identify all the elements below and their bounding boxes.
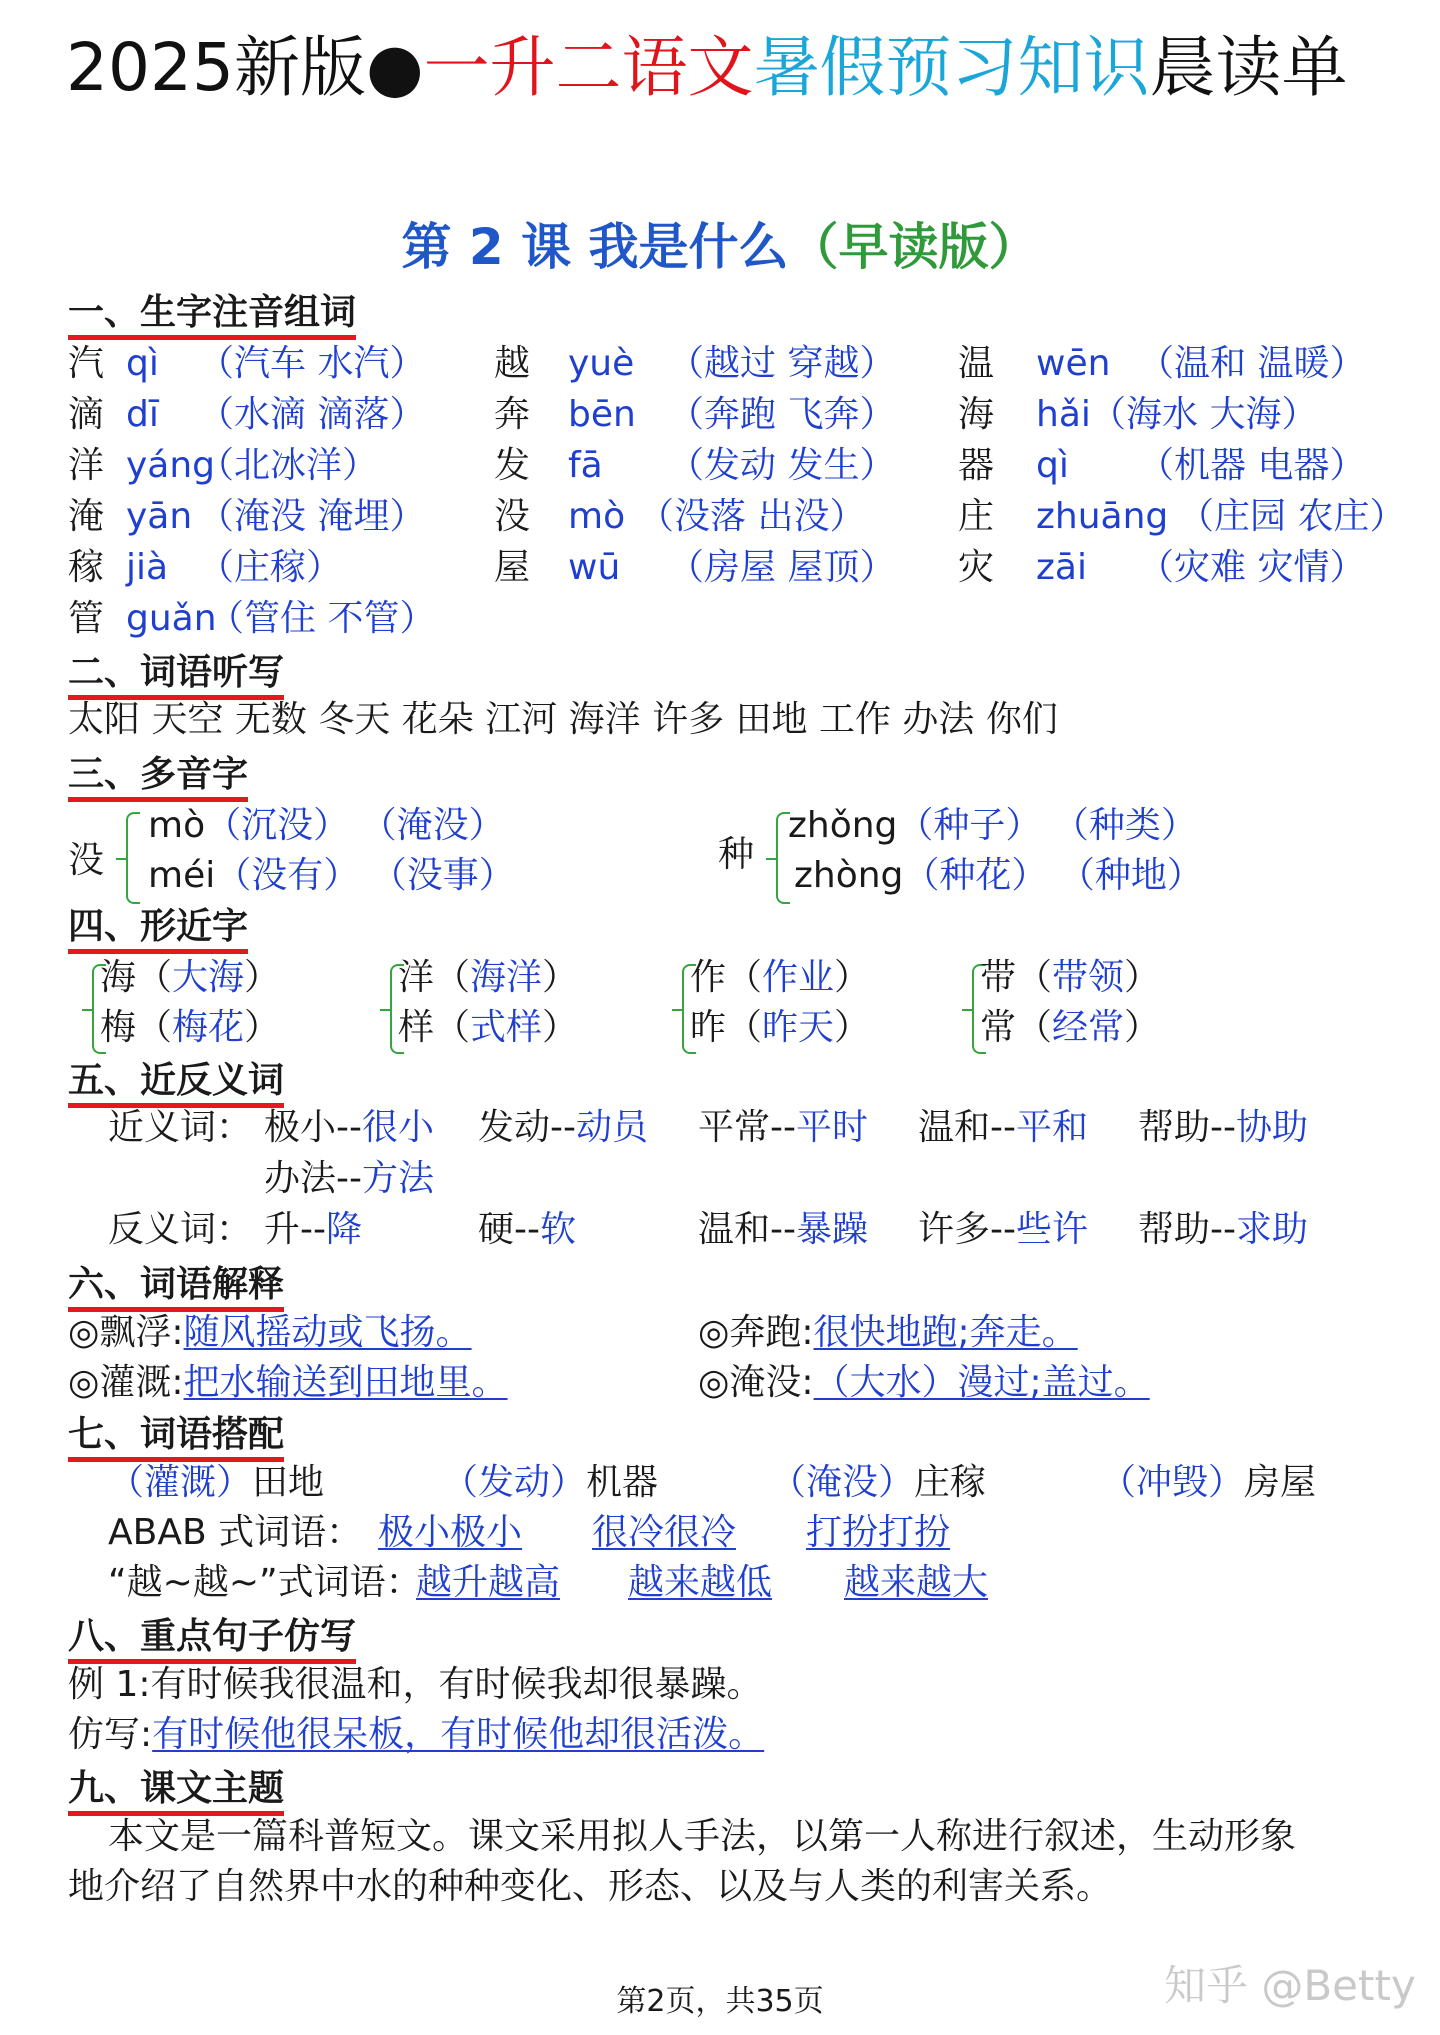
lesson-title-main: 第 2 课 我是什么 (401, 218, 789, 276)
word-group: （发动 发生） (668, 445, 896, 486)
pinyin: dī (126, 394, 159, 435)
abab-word: 打扮打扮 (806, 1512, 951, 1553)
char: 滴 (68, 394, 105, 435)
similar-char-item: 昨（昨天） (690, 1007, 871, 1048)
word-group: （温和 温暖） (1138, 343, 1366, 384)
section-1-title: 一、生字注音组词 (68, 290, 356, 340)
synonym-label: 近义词： (108, 1107, 253, 1148)
polyphone-line: zhòng（种花） （种地） (794, 855, 1203, 896)
section-6-title: 六、词语解释 (68, 1262, 284, 1312)
dictation-words: 太阳 天空 无数 冬天 花朵 江河 海洋 许多 田地 工作 办法 你们 (68, 699, 1058, 740)
section-7-title: 七、词语搭配 (68, 1412, 284, 1462)
similar-char-item: 样（式样） (398, 1007, 579, 1048)
abab-word: 极小极小 (378, 1512, 523, 1553)
char: 管 (68, 598, 105, 639)
polyphone-line: zhǒng（种子） （种类） (788, 805, 1197, 846)
yue-word: 越来越大 (844, 1562, 989, 1603)
collocation-pair: （灌溉）田地 (108, 1462, 325, 1503)
definition-item: ◎灌溉:把水输送到田地里。 (68, 1362, 508, 1403)
pinyin: bēn (568, 394, 636, 435)
antonym-label: 反义词： (108, 1209, 253, 1250)
similar-char-item: 海（大海） (100, 957, 281, 998)
word-group: （房屋 屋顶） (668, 547, 896, 588)
word-group: （北冰洋） (198, 445, 379, 486)
similar-char-item: 作（作业） (690, 957, 871, 998)
char: 越 (494, 343, 531, 384)
pinyin: zhuāng (1036, 496, 1169, 537)
banner-part-1: 2025新版● (66, 29, 424, 106)
char: 海 (958, 394, 995, 435)
char: 奔 (494, 394, 531, 435)
watermark: 知乎 @Betty (1164, 1961, 1416, 2010)
yue-word: 越来越低 (628, 1562, 773, 1603)
char: 屋 (494, 547, 531, 588)
definition-item: ◎淹没:（大水）漫过;盖过。 (698, 1362, 1150, 1403)
collocation-pair: （发动）机器 (442, 1462, 659, 1503)
word-group: （庄园 农庄） (1178, 496, 1406, 537)
word-group: （没落 出没） (638, 496, 866, 537)
section-9-title: 九、课文主题 (68, 1766, 284, 1816)
pinyin: guǎn (126, 598, 217, 639)
word-group: （海水 大海） (1090, 394, 1318, 435)
collocation-pair: （冲毁）房屋 (1100, 1462, 1317, 1503)
polyphone-char: 种 (718, 834, 755, 875)
char: 温 (958, 343, 995, 384)
pinyin: fā (568, 445, 603, 486)
char: 稼 (68, 547, 105, 588)
synonym-pair: 平常--平时 (698, 1107, 868, 1148)
pinyin: zāi (1036, 547, 1087, 588)
pinyin: yān (126, 496, 193, 537)
antonym-pair: 许多--些许 (918, 1209, 1088, 1250)
word-group: （庄稼） (198, 547, 343, 588)
pinyin: jià (126, 547, 169, 588)
definition-item: ◎飘浮:随风摇动或飞扬。 (68, 1312, 472, 1353)
banner-title (66, 28, 1348, 108)
synonym-pair: 发动--动员 (478, 1107, 648, 1148)
word-group: （淹没 淹埋） (198, 496, 426, 537)
section-8-title: 八、重点句子仿写 (68, 1614, 356, 1664)
lesson-title (0, 212, 1440, 282)
page-number: 第2页，共35页 (616, 1984, 824, 2019)
banner-part-3: 暑假预习知识 (753, 29, 1150, 106)
synonym-pair: 办法--方法 (264, 1158, 434, 1199)
word-group: （管住 不管） (208, 598, 436, 639)
pinyin: mò (568, 496, 626, 537)
antonym-pair: 帮助--求助 (1138, 1209, 1308, 1250)
brace (126, 812, 140, 904)
char: 器 (958, 445, 995, 486)
word-group: （奔跑 飞奔） (668, 394, 896, 435)
abab-label: ABAB 式词语： (108, 1512, 363, 1553)
similar-char-item: 常（经常） (980, 1007, 1161, 1048)
synonym-pair: 温和--平和 (918, 1107, 1088, 1148)
char: 洋 (68, 445, 105, 486)
pinyin: wēn (1036, 343, 1111, 384)
word-group: （越过 穿越） (668, 343, 896, 384)
char: 庄 (958, 496, 995, 537)
lesson-paren-close: ） (988, 218, 1039, 276)
similar-char-item: 洋（海洋） (398, 957, 579, 998)
word-group: （汽车 水汽） (198, 343, 426, 384)
banner-part-4: 晨读单 (1149, 29, 1348, 106)
word-group: （水滴 滴落） (198, 394, 426, 435)
antonym-pair: 温和--暴躁 (698, 1209, 868, 1250)
abab-word: 很冷很冷 (592, 1512, 737, 1553)
char: 没 (494, 496, 531, 537)
banner-part-2: 一升二语文 (423, 29, 754, 106)
polyphone-line: méi（没有） （没事） (148, 855, 515, 896)
section-5-title: 五、近反义词 (68, 1058, 284, 1108)
polyphone-char: 没 (68, 840, 105, 881)
collocation-pair: （淹没）庄稼 (770, 1462, 987, 1503)
char: 汽 (68, 343, 105, 384)
antonym-pair: 升--降 (264, 1209, 362, 1250)
similar-char-item: 梅（梅花） (100, 1007, 281, 1048)
lesson-paren-open: （ (788, 218, 839, 276)
char: 灾 (958, 547, 995, 588)
pinyin: yáng (126, 445, 216, 486)
similar-char-item: 带（带领） (980, 957, 1161, 998)
polyphone-line: mò（沉没） （淹没） (148, 805, 505, 846)
theme-paragraph-line: 地介绍了自然界中水的种种变化、形态、以及与人类的利害关系。 (68, 1866, 1113, 1907)
word-group: （灾难 灾情） (1138, 547, 1366, 588)
pinyin: qì (126, 343, 159, 384)
pinyin: yuè (568, 343, 635, 384)
pinyin: hǎi (1036, 394, 1091, 435)
yue-word: 越升越高 (416, 1562, 561, 1603)
definition-item: ◎奔跑:很快地跑;奔走。 (698, 1312, 1078, 1353)
antonym-pair: 硬--软 (478, 1209, 576, 1250)
section-4-title: 四、形近字 (68, 904, 248, 954)
char: 发 (494, 445, 531, 486)
section-3-title: 三、多音字 (68, 752, 248, 802)
imitation-sentence: 仿写:有时候他很呆板，有时候他却很活泼。 (68, 1714, 765, 1755)
example-sentence: 例 1:有时候我很温和，有时候我却很暴躁。 (68, 1664, 763, 1705)
lesson-title-suffix: 早读版 (838, 218, 989, 276)
pinyin: wū (568, 547, 621, 588)
theme-paragraph-line: 本文是一篇科普短文。课文采用拟人手法，以第一人称进行叙述，生动形象 (108, 1816, 1297, 1857)
word-group: （机器 电器） (1138, 445, 1366, 486)
synonym-pair: 帮助--协助 (1138, 1107, 1308, 1148)
section-2-title: 二、词语听写 (68, 650, 284, 700)
char: 淹 (68, 496, 105, 537)
yue-label: “越~越~”式词语： (108, 1562, 422, 1603)
synonym-pair: 极小--很小 (264, 1107, 434, 1148)
pinyin: qì (1036, 445, 1069, 486)
